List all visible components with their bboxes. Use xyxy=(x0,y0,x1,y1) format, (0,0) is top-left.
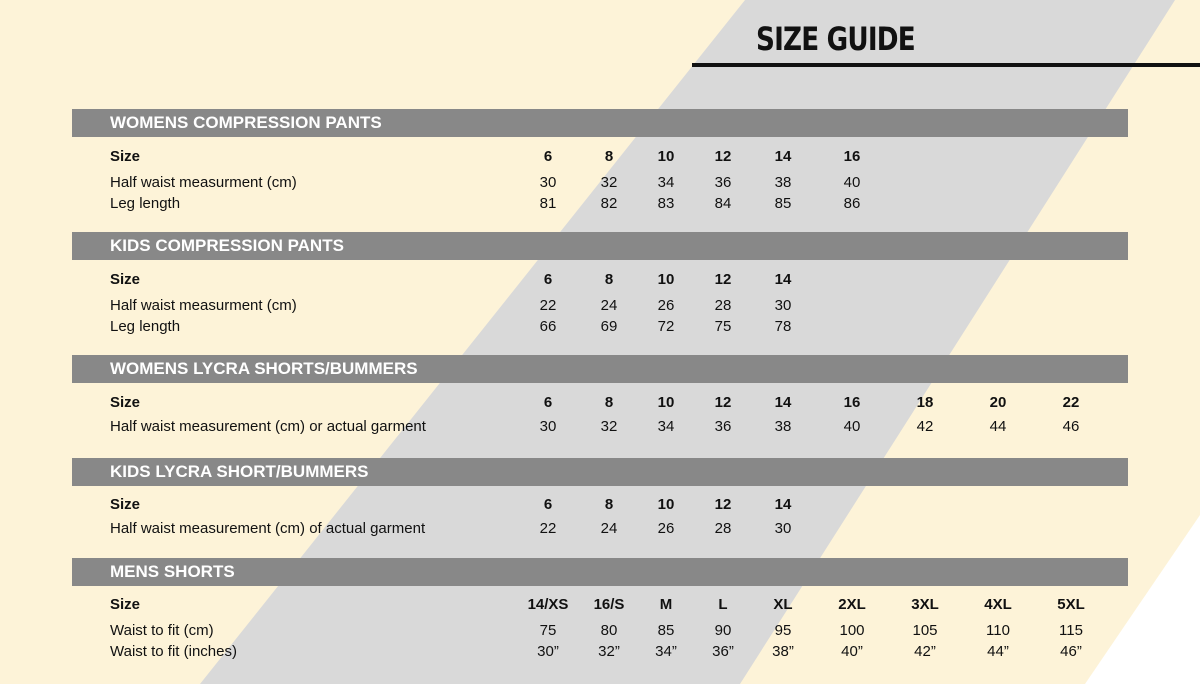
size-cell: 6 xyxy=(543,148,553,165)
size-cell: L xyxy=(718,596,728,613)
value-cell: 38” xyxy=(772,643,794,660)
value-cell: 30” xyxy=(537,643,559,660)
row-label: Half waist measurement (cm) of actual garment xyxy=(110,520,426,537)
value-cell: 30 xyxy=(539,418,557,435)
value-cell: 40 xyxy=(843,418,861,435)
value-cell: 72 xyxy=(657,318,675,335)
size-cell: 22 xyxy=(1062,394,1080,411)
size-cell: 12 xyxy=(714,496,732,513)
value-cell: 84 xyxy=(714,195,732,212)
value-cell: 42” xyxy=(914,643,936,660)
size-table xyxy=(72,232,1128,335)
value-cell: 32 xyxy=(600,418,618,435)
size-label: Size xyxy=(110,394,141,411)
size-cell: 8 xyxy=(604,271,614,288)
size-row xyxy=(72,148,1128,169)
size-cell: 5XL xyxy=(1057,596,1085,613)
size-cell: 6 xyxy=(543,394,553,411)
value-cell: 90 xyxy=(714,622,732,639)
size-cell: 14 xyxy=(774,148,792,165)
size-cell: 2XL xyxy=(838,596,866,613)
size-cell: 10 xyxy=(657,496,675,513)
size-cell: 10 xyxy=(657,394,675,411)
value-cell: 24 xyxy=(600,520,618,537)
row-label: Half waist measurment (cm) xyxy=(110,174,297,191)
size-cell: 8 xyxy=(604,394,614,411)
value-cell: 28 xyxy=(714,297,732,314)
size-cell: 10 xyxy=(657,148,675,165)
value-cell: 28 xyxy=(714,520,732,537)
row-label: Half waist measurment (cm) xyxy=(110,297,297,314)
value-cell: 115 xyxy=(1059,622,1083,639)
size-cell: 20 xyxy=(989,394,1007,411)
value-cell: 100 xyxy=(839,622,865,639)
value-cell: 82 xyxy=(600,195,618,212)
value-cell: 38 xyxy=(774,418,792,435)
page-title: SIZE GUIDE xyxy=(756,20,915,58)
measurement-row xyxy=(72,418,1128,439)
size-label: Size xyxy=(110,148,141,165)
size-table xyxy=(72,458,1128,537)
size-table xyxy=(72,109,1128,212)
size-cell: 12 xyxy=(714,271,732,288)
size-label: Size xyxy=(110,496,141,513)
value-cell: 66 xyxy=(539,318,557,335)
value-cell: 85 xyxy=(657,622,675,639)
value-cell: 110 xyxy=(986,622,1010,639)
size-cell: 6 xyxy=(543,496,553,513)
value-cell: 80 xyxy=(600,622,618,639)
measurement-row xyxy=(72,622,1128,643)
measurement-row xyxy=(72,318,1128,339)
section-heading: KIDS LYCRA SHORT/BUMMERS xyxy=(72,458,1128,486)
row-label: Leg length xyxy=(110,195,181,212)
size-cell: 12 xyxy=(714,394,732,411)
value-cell: 30 xyxy=(774,520,792,537)
measurement-row xyxy=(72,297,1128,318)
value-cell: 85 xyxy=(774,195,792,212)
size-row xyxy=(72,496,1128,517)
value-cell: 42 xyxy=(916,418,934,435)
size-table xyxy=(72,558,1128,660)
size-cell: 3XL xyxy=(911,596,939,613)
value-cell: 75 xyxy=(714,318,732,335)
value-cell: 22 xyxy=(539,297,557,314)
value-cell: 30 xyxy=(539,174,557,191)
section-heading: WOMENS LYCRA SHORTS/BUMMERS xyxy=(72,355,1128,383)
value-cell: 38 xyxy=(774,174,792,191)
value-cell: 34 xyxy=(657,418,675,435)
size-cell: 4XL xyxy=(984,596,1012,613)
row-label: Waist to fit (inches) xyxy=(110,643,237,660)
size-cell: M xyxy=(659,596,673,613)
value-cell: 44” xyxy=(987,643,1009,660)
size-label: Size xyxy=(110,271,141,288)
value-cell: 44 xyxy=(989,418,1007,435)
value-cell: 81 xyxy=(539,195,557,212)
value-cell: 46” xyxy=(1060,643,1082,660)
value-cell: 40” xyxy=(841,643,863,660)
row-label: Half waist measurement (cm) or actual garment xyxy=(110,418,426,435)
section-heading: WOMENS COMPRESSION PANTS xyxy=(72,109,1128,137)
size-cell: 14 xyxy=(774,394,792,411)
size-cell: XL xyxy=(773,596,793,613)
value-cell: 105 xyxy=(912,622,938,639)
section-heading: MENS SHORTS xyxy=(72,558,1128,586)
value-cell: 95 xyxy=(774,622,792,639)
title-underline xyxy=(692,63,1200,67)
size-cell: 8 xyxy=(604,496,614,513)
value-cell: 86 xyxy=(843,195,861,212)
value-cell: 40 xyxy=(843,174,861,191)
value-cell: 32 xyxy=(600,174,618,191)
size-cell: 16 xyxy=(843,148,861,165)
size-row xyxy=(72,271,1128,292)
size-row xyxy=(72,596,1128,617)
row-label: Leg length xyxy=(110,318,181,335)
size-cell: 14 xyxy=(774,496,792,513)
value-cell: 24 xyxy=(600,297,618,314)
size-cell: 6 xyxy=(543,271,553,288)
measurement-row xyxy=(72,195,1128,216)
value-cell: 26 xyxy=(657,297,675,314)
size-cell: 10 xyxy=(657,271,675,288)
size-cell: 16 xyxy=(843,394,861,411)
value-cell: 75 xyxy=(539,622,557,639)
size-cell: 12 xyxy=(714,148,732,165)
size-cell: 16/S xyxy=(593,596,625,613)
value-cell: 69 xyxy=(600,318,618,335)
value-cell: 34 xyxy=(657,174,675,191)
measurement-row xyxy=(72,174,1128,195)
size-cell: 18 xyxy=(916,394,934,411)
value-cell: 30 xyxy=(774,297,792,314)
row-label: Waist to fit (cm) xyxy=(110,622,214,639)
section-heading: KIDS COMPRESSION PANTS xyxy=(72,232,1128,260)
value-cell: 46 xyxy=(1062,418,1080,435)
value-cell: 32” xyxy=(598,643,620,660)
size-cell: 14 xyxy=(774,271,792,288)
value-cell: 26 xyxy=(657,520,675,537)
measurement-row xyxy=(72,643,1128,664)
value-cell: 78 xyxy=(774,318,792,335)
value-cell: 36 xyxy=(714,418,732,435)
value-cell: 36 xyxy=(714,174,732,191)
size-label: Size xyxy=(110,596,141,613)
size-row xyxy=(72,394,1128,415)
value-cell: 36” xyxy=(712,643,734,660)
value-cell: 22 xyxy=(539,520,557,537)
value-cell: 34” xyxy=(655,643,677,660)
measurement-row xyxy=(72,520,1128,541)
value-cell: 83 xyxy=(657,195,675,212)
size-table xyxy=(72,355,1128,435)
size-cell: 14/XS xyxy=(527,596,569,613)
size-cell: 8 xyxy=(604,148,614,165)
